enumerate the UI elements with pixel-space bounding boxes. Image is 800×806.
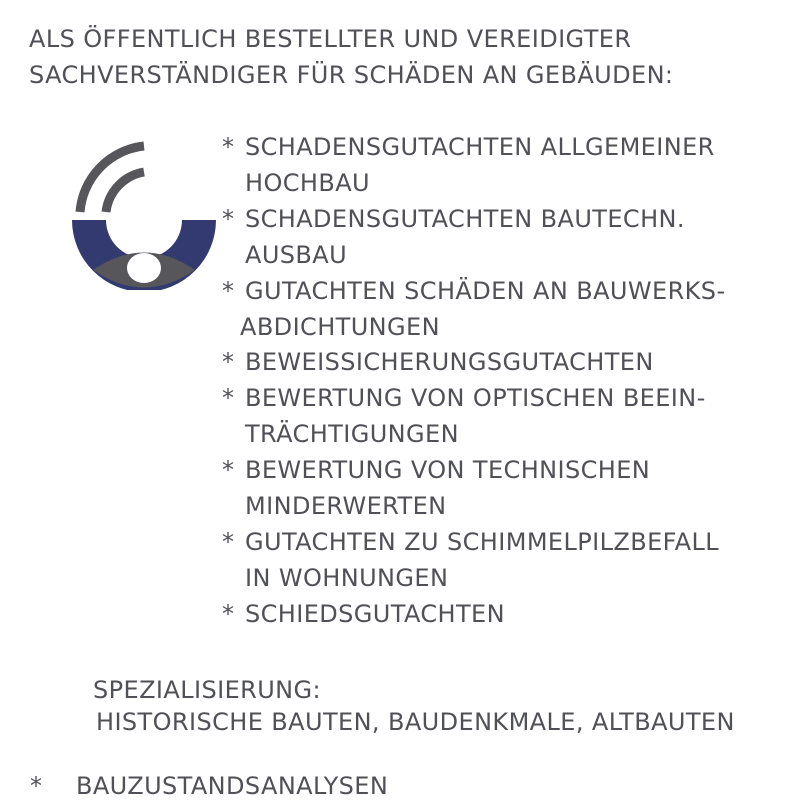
service-4-line-1: BEWEISSICHERUNGSGUTACHTEN <box>245 348 654 376</box>
service-bullet-6: * <box>222 456 235 484</box>
service-3-line-1: GUTACHTEN SCHÄDEN AN BAUWERKS- <box>245 277 726 305</box>
service-5-line-2: TRÄCHTIGUNGEN <box>245 420 459 448</box>
heading-line-1: ALS ÖFFENTLICH BESTELLTER UND VEREIDIGTER <box>29 25 632 53</box>
service-bullet-8: * <box>222 600 235 628</box>
service-2-line-1: SCHADENSGUTACHTEN BAUTECHN. <box>245 205 685 233</box>
service-8-line-1: SCHIEDSGUTACHTEN <box>245 600 505 628</box>
service-bullet-5: * <box>222 384 235 412</box>
service-bullet-4: * <box>222 348 235 376</box>
service-bullet-1: * <box>222 133 235 161</box>
heading-line-2: SACHVERSTÄNDIGER FÜR SCHÄDEN AN GEBÄUDEN: <box>29 61 674 89</box>
service-bullet-3: * <box>222 277 235 305</box>
service-7-line-2: IN WOHNUNGEN <box>245 564 449 592</box>
service-bullet-2: * <box>222 205 235 233</box>
service-2-line-2: AUSBAU <box>245 241 348 269</box>
service-1-line-1: SCHADENSGUTACHTEN ALLGEMEINER <box>245 133 715 161</box>
service-3-line-2: ABDICHTUNGEN <box>240 313 440 341</box>
service-5-line-1: BEWERTUNG VON OPTISCHEN BEEIN- <box>245 384 706 412</box>
service-7-line-1: GUTACHTEN ZU SCHIMMELPILZBEFALL <box>245 528 720 556</box>
eye-arcs-logo-icon <box>66 140 222 290</box>
service-6-line-1: BEWERTUNG VON TECHNISCHEN <box>245 456 651 484</box>
specialization-label: SPEZIALISIERUNG: <box>93 676 322 704</box>
specialization-value: HISTORISCHE BAUTEN, BAUDENKMALE, ALTBAUTEN <box>96 708 735 736</box>
service-bullet-7: * <box>222 528 235 556</box>
extra-bullet: * <box>30 772 43 800</box>
service-1-line-2: HOCHBAU <box>245 169 370 197</box>
service-6-line-2: MINDERWERTEN <box>245 492 447 520</box>
extra-item: BAUZUSTANDSANALYSEN <box>76 772 389 800</box>
